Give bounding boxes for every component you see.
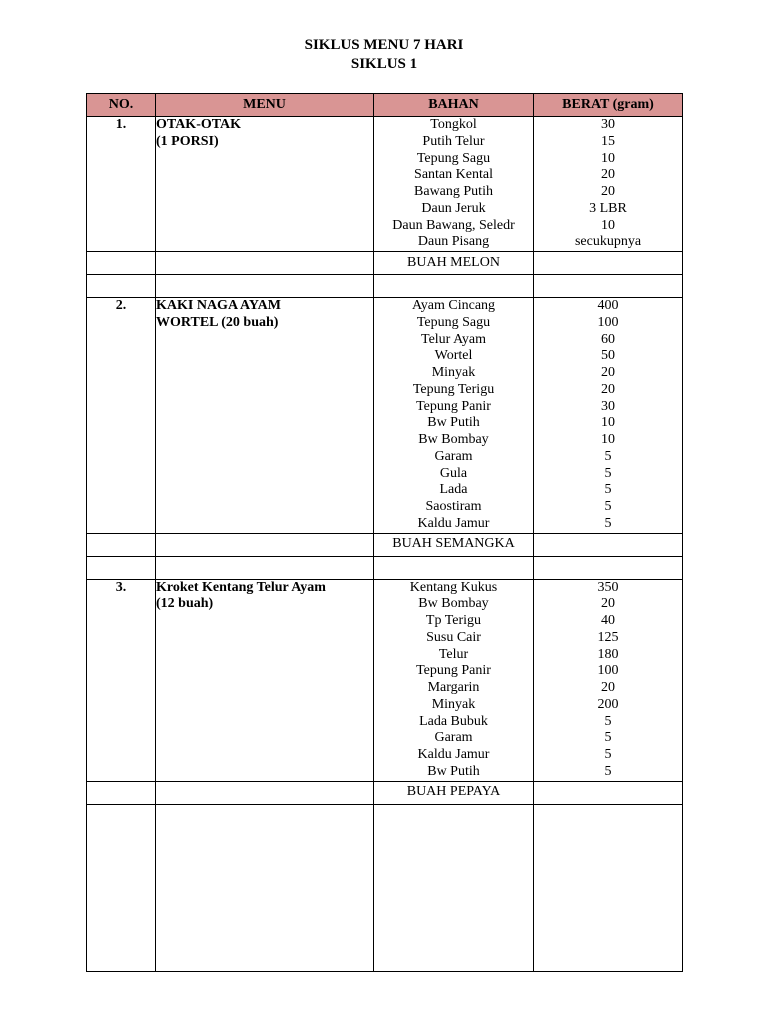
fruit-row	[87, 781, 683, 804]
ingredient-weight: 20	[601, 167, 615, 183]
empty-cell	[374, 556, 534, 579]
empty-cell	[534, 275, 683, 298]
menu-name-line: OTAK-OTAK	[156, 117, 242, 132]
ingredients-cell	[374, 298, 534, 534]
empty-cell	[534, 252, 683, 275]
ingredient-name: Kaldu Jamur	[417, 515, 490, 531]
menu-portion-line: WORTEL (20 buah)	[156, 314, 279, 330]
fruit-label: BUAH SEMANGKA	[374, 533, 534, 556]
ingredient-name: Bw Putih	[427, 415, 480, 431]
ingredient-weight: 20	[601, 184, 615, 199]
ingredient-weight: 30	[601, 117, 615, 132]
empty-cell	[156, 533, 374, 556]
ingredient-weight: 10	[601, 415, 615, 431]
table-header-row	[87, 94, 683, 117]
menu-table	[86, 93, 683, 972]
spacer-row	[87, 556, 683, 579]
ingredient-weight: 40	[601, 613, 615, 628]
ingredient-name: Bw Bombay	[418, 432, 489, 447]
ingredients-cell	[374, 117, 534, 252]
ingredient-weight: 100	[597, 314, 619, 330]
ingredient-name: Bawang Putih	[414, 184, 493, 199]
empty-cell	[87, 533, 156, 556]
ingredient-name: Tepung Terigu	[412, 381, 495, 397]
menu-item-row	[87, 117, 683, 252]
header-bahan: BAHAN	[374, 94, 534, 117]
ingredient-name: Santan Kental	[414, 167, 493, 183]
ingredient-name: Kentang Kukus	[409, 579, 498, 595]
ingredient-weight: 10	[601, 432, 615, 447]
header-berat: BERAT (gram)	[534, 94, 683, 117]
ingredient-weight: 5	[604, 763, 612, 779]
ingredient-weight: 5	[604, 515, 612, 531]
ingredient-name: Daun Bawang, Seledr	[392, 217, 515, 233]
ingredient-weight: 400	[597, 298, 619, 313]
ingredient-name: Kaldu Jamur	[417, 747, 490, 762]
page-subtitle: SIKLUS 1	[350, 56, 418, 72]
weights-cell	[534, 117, 683, 252]
ingredient-name: Wortel	[434, 348, 473, 364]
ingredient-name: Saostiram	[425, 499, 482, 514]
empty-cell	[156, 781, 374, 804]
ingredient-weight: 10	[601, 150, 615, 166]
ingredient-name: Putih Telur	[422, 133, 485, 149]
menu-portion-line: (12 buah)	[156, 596, 214, 612]
ingredient-weight: 15	[601, 133, 615, 149]
header-no: NO.	[87, 94, 156, 117]
ingredient-name: Lada	[439, 482, 468, 498]
ingredient-name: Tepung Panir	[416, 398, 491, 414]
empty-cell	[87, 252, 156, 275]
page-title: SIKLUS MENU 7 HARI	[304, 37, 464, 53]
menu-name-cell	[156, 298, 374, 534]
ingredient-weight: 50	[601, 348, 615, 364]
ingredient-name: Daun Pisang	[417, 234, 490, 250]
item-number: 3.	[87, 579, 156, 781]
ingredient-name: Telur	[438, 646, 469, 662]
menu-name-line: KAKI NAGA AYAM	[156, 298, 281, 313]
menu-name-line: Kroket Kentang Telur Ayam	[156, 579, 326, 595]
header-menu: MENU	[156, 94, 374, 117]
ingredient-name: Garam	[434, 730, 473, 746]
ingredient-name: Garam	[434, 448, 473, 464]
item-number: 2.	[87, 298, 156, 534]
ingredient-name: Ayam Cincang	[411, 298, 496, 313]
empty-cell	[156, 804, 374, 971]
item-number: 1.	[87, 117, 156, 252]
empty-cell	[87, 804, 156, 971]
ingredient-weight: 5	[604, 465, 612, 481]
ingredient-name: Minyak	[431, 696, 476, 712]
ingredient-weight: 5	[604, 713, 612, 729]
ingredient-name: Minyak	[431, 365, 476, 380]
ingredient-name: Tepung Sagu	[416, 314, 491, 330]
spacer-row	[87, 275, 683, 298]
ingredient-weight: 3 LBR	[589, 200, 627, 216]
menu-portion-line: (1 PORSI)	[156, 133, 219, 149]
empty-cell	[374, 804, 534, 971]
weights-cell	[534, 579, 683, 781]
ingredient-name: Tongkol	[430, 117, 477, 132]
empty-cell	[156, 556, 374, 579]
ingredient-weight: 20	[601, 680, 615, 695]
ingredient-name: Lada Bubuk	[419, 713, 488, 729]
ingredient-weight: 60	[601, 331, 615, 347]
ingredient-weight: 125	[597, 629, 619, 645]
ingredient-name: Telur Ayam	[421, 331, 486, 347]
ingredient-name: Gula	[439, 465, 468, 481]
empty-cell	[534, 781, 683, 804]
empty-cell	[534, 533, 683, 556]
menu-name-cell	[156, 579, 374, 781]
ingredient-weight: 20	[601, 365, 615, 380]
ingredient-weight: 10	[601, 217, 615, 233]
fruit-row	[87, 252, 683, 275]
empty-cell	[156, 275, 374, 298]
ingredient-weight: 200	[597, 696, 619, 712]
ingredient-weight: secukupnya	[574, 234, 642, 250]
empty-cell	[156, 252, 374, 275]
ingredient-weight: 350	[597, 579, 619, 595]
blank-row	[87, 804, 683, 971]
menu-item-row	[87, 298, 683, 534]
ingredient-weight: 5	[604, 448, 612, 464]
ingredient-name: Tp Terigu	[425, 613, 482, 628]
ingredient-name: Margarin	[427, 680, 480, 695]
ingredient-name: Tepung Panir	[416, 663, 491, 679]
ingredient-weight: 5	[604, 482, 612, 498]
ingredient-name: Bw Putih	[427, 763, 480, 779]
ingredient-name: Tepung Sagu	[416, 150, 491, 166]
empty-cell	[87, 781, 156, 804]
ingredient-weight: 100	[597, 663, 619, 679]
table-body	[87, 117, 683, 972]
empty-cell	[534, 556, 683, 579]
weights-cell	[534, 298, 683, 534]
ingredients-cell	[374, 579, 534, 781]
ingredient-weight: 5	[604, 730, 612, 746]
ingredient-weight: 20	[601, 596, 615, 612]
ingredient-weight: 5	[604, 499, 612, 514]
fruit-label: BUAH MELON	[374, 252, 534, 275]
ingredient-name: Daun Jeruk	[421, 200, 486, 216]
empty-cell	[534, 804, 683, 971]
empty-cell	[87, 556, 156, 579]
ingredient-weight: 5	[604, 747, 612, 762]
ingredient-name: Bw Bombay	[418, 596, 489, 612]
fruit-row	[87, 533, 683, 556]
empty-cell	[374, 275, 534, 298]
empty-cell	[87, 275, 156, 298]
ingredient-weight: 30	[601, 398, 615, 414]
ingredient-weight: 20	[601, 381, 615, 397]
menu-item-row	[87, 579, 683, 781]
fruit-label: BUAH PEPAYA	[374, 781, 534, 804]
ingredient-weight: 180	[597, 646, 619, 662]
menu-name-cell	[156, 117, 374, 252]
ingredient-name: Susu Cair	[426, 629, 481, 645]
